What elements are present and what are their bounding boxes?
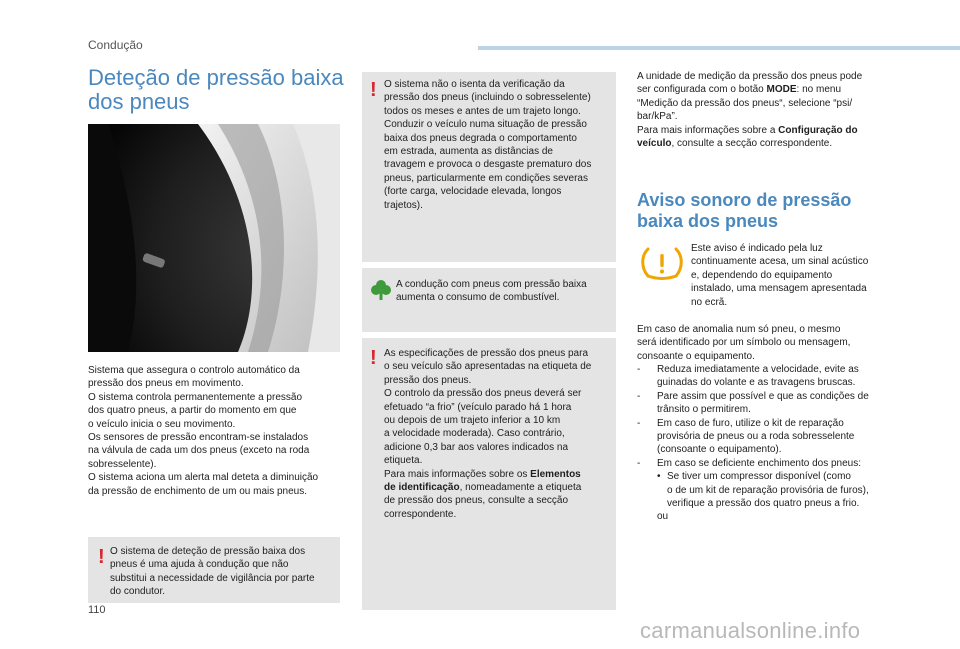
text-line: aumenta o consumo de combustível.	[396, 292, 560, 304]
eco-tree-icon	[370, 278, 392, 302]
text-line: Este aviso é indicado pela luz	[691, 243, 823, 254]
eco-note	[362, 268, 616, 332]
warning-exclamation-icon: !	[370, 347, 377, 369]
text-line: na válvula de cada um dos pneus (exceto na roda	[88, 445, 310, 457]
text-line: Reduza imediatamente a velocidade, evite as	[657, 364, 859, 375]
warning-exclamation-icon: !	[370, 79, 377, 101]
alert-description	[691, 242, 901, 309]
text-line: Em caso se deficiente enchimento dos pneus:	[657, 457, 862, 469]
anomaly-steps	[637, 363, 902, 524]
text-line: bar/kPa”.	[637, 111, 678, 123]
text-line: pressão dos pneus em movimento.	[88, 378, 244, 390]
text-line: Os sensores de pressão encontram-se instalados	[88, 432, 309, 444]
wheel-svg	[88, 124, 340, 352]
anomaly-paragraph	[637, 323, 902, 363]
dash-marker: -	[637, 457, 641, 469]
ref-text: Para mais informações sobre os	[384, 468, 531, 480]
text-line: Em caso de anomalia num só pneu, o mesmo	[637, 324, 841, 335]
unit-config-paragraph	[637, 70, 897, 150]
watermark: carmanualsonline.info	[640, 618, 861, 643]
list-item	[637, 457, 902, 524]
tire-pressure-warning-icon	[640, 246, 684, 282]
text-line: O controlo da pressão dos pneus deverá ser	[384, 388, 582, 400]
text-line: o seu veículo são apresentadas na etiqueta de	[384, 361, 592, 373]
text-line: O sistema aciona um alerta mal deteta a diminuição	[88, 472, 319, 484]
text-line: em estrada, aumenta as distâncias de	[384, 146, 553, 158]
text-line: “Medição da pressão dos pneus“, selecione “psi/	[637, 97, 853, 109]
text-line: consoante o equipamento.	[637, 350, 755, 362]
text-line: correspondente.	[384, 508, 457, 520]
list-item	[637, 390, 902, 417]
text-line: (forte carga, velocidade elevada, longos	[384, 186, 562, 198]
note-text	[110, 545, 336, 599]
text-line: continuamente acesa, um sinal acústico	[691, 256, 869, 268]
text-line	[384, 468, 614, 481]
bullet-marker: •	[657, 471, 661, 483]
text-span: Para mais informações sobre a	[637, 124, 779, 136]
text-line: trajetos).	[384, 199, 423, 211]
text-line: do condutor.	[110, 586, 166, 598]
text-line: adicione 0,3 bar aos valores indicados na	[384, 441, 569, 453]
warning-text	[384, 78, 614, 212]
text-line: será identificado por um símbolo ou mensagem,	[637, 337, 851, 349]
pressure-spec-warning	[362, 338, 616, 610]
text-span: : no menu	[796, 84, 842, 96]
text-line: Sistema que assegura o controlo automático da	[88, 365, 300, 376]
ref-text: , nomeadamente a etiqueta	[459, 482, 582, 494]
text-line: dos quatro pneus, a partir do momento em que	[88, 405, 297, 417]
text-line	[384, 481, 614, 494]
text-line: As especificações de pressão dos pneus para	[384, 348, 589, 359]
ref-link-elementos: Elementos	[530, 468, 581, 480]
text-line	[637, 83, 897, 96]
text-line: Pare assim que possível e que as condições de	[657, 390, 869, 402]
text-line: guinadas do volante e as travagens bruscas.	[657, 377, 856, 389]
text-line: no ecrã.	[691, 296, 728, 308]
text-span: ser configurada com o botão	[637, 84, 767, 96]
text-line: Se tiver um compressor disponível (como	[667, 471, 851, 483]
text-line: efetuado “a frio” (veículo parado há 1 hora	[384, 401, 572, 413]
text-line: todos os meses e antes de um trajeto longo.	[384, 105, 581, 117]
text-line: pneus, particularmente em condições severas	[384, 172, 588, 184]
header-bar	[478, 46, 960, 50]
text-line: O sistema controla permanentemente a pressão	[88, 391, 302, 403]
dash-marker: -	[637, 417, 641, 429]
text-line: baixa dos pneus degrada o comportamento	[384, 132, 577, 144]
text-line: trânsito o permitirem.	[657, 404, 751, 416]
text-line: ou depois de um trajeto inferior a 10 km	[384, 415, 561, 427]
text-line: a velocidade moderada). Caso contrário,	[384, 428, 565, 440]
dash-marker: -	[637, 390, 641, 402]
text-span: , consulte a secção correspondente.	[671, 138, 833, 150]
text-line: (consoante o equipamento).	[657, 444, 782, 456]
eco-text	[396, 278, 612, 305]
text-line: pressão dos pneus.	[384, 374, 472, 386]
mode-button-ref: MODE	[766, 84, 797, 96]
spec-text	[384, 347, 614, 521]
text-line	[637, 124, 897, 137]
section-heading: Aviso sonoro de pressão baixa dos pneus	[637, 190, 852, 231]
check-pressure-warning	[362, 72, 616, 262]
ref-link-identificacao: de identificação	[384, 482, 460, 494]
driver-aid-note	[88, 537, 340, 603]
text-line: sobresselente).	[88, 458, 157, 470]
text-line: provisória de pneus ou a roda sobresselente	[657, 431, 855, 443]
config-ref: veículo	[637, 138, 672, 150]
text-line: Conduzir o veículo numa situação de pressão	[384, 119, 587, 131]
text-line: travagem e provoca o desgaste prematuro dos	[384, 159, 592, 171]
warning-exclamation-icon: !	[98, 546, 105, 568]
text-line: e, dependendo do equipamento	[691, 269, 833, 281]
intro-paragraph	[88, 364, 348, 498]
text-line: de pressão dos pneus, consulte a secção	[384, 495, 569, 507]
page-number: 110	[88, 604, 106, 616]
dash-marker: -	[637, 364, 641, 375]
text-line: o de um kit de reparação provisória de furos),	[667, 484, 869, 496]
text-line: O sistema de deteção de pressão baixa dos	[110, 546, 306, 557]
text-line: A unidade de medição da pressão dos pneus pode	[637, 71, 863, 82]
section-label: Condução	[88, 38, 143, 52]
wheel-illustration	[88, 124, 340, 352]
text-line: substitui a necessidade de vigilância por parte	[110, 572, 315, 584]
page-title: Deteção de pressão baixa dos pneus	[88, 65, 344, 114]
sub-list-item	[657, 470, 902, 510]
text-line: o veículo inicia o seu movimento.	[88, 418, 236, 430]
list-item	[637, 417, 902, 457]
text-line: O sistema não o isenta da verificação da	[384, 79, 565, 90]
text-line: A condução com pneus com pressão baixa	[396, 279, 587, 290]
list-item	[637, 363, 902, 390]
text-line: pneus é uma ajuda à condução que não	[110, 559, 289, 571]
trailing-text: ou	[657, 511, 669, 523]
text-line	[637, 137, 897, 150]
text-line: etiqueta.	[384, 455, 423, 467]
text-line: instalado, uma mensagem apresentada	[691, 283, 867, 295]
text-line: verifique a pressão dos quatro pneus a frio.	[667, 498, 860, 510]
config-ref: Configuração do	[778, 124, 858, 136]
sub-list	[657, 470, 902, 510]
text-line: da pressão de enchimento de um ou mais pneus.	[88, 485, 308, 497]
text-line: Em caso de furo, utilize o kit de reparação	[657, 417, 844, 429]
text-line: pressão dos pneus (incluindo o sobresselente)	[384, 92, 591, 104]
